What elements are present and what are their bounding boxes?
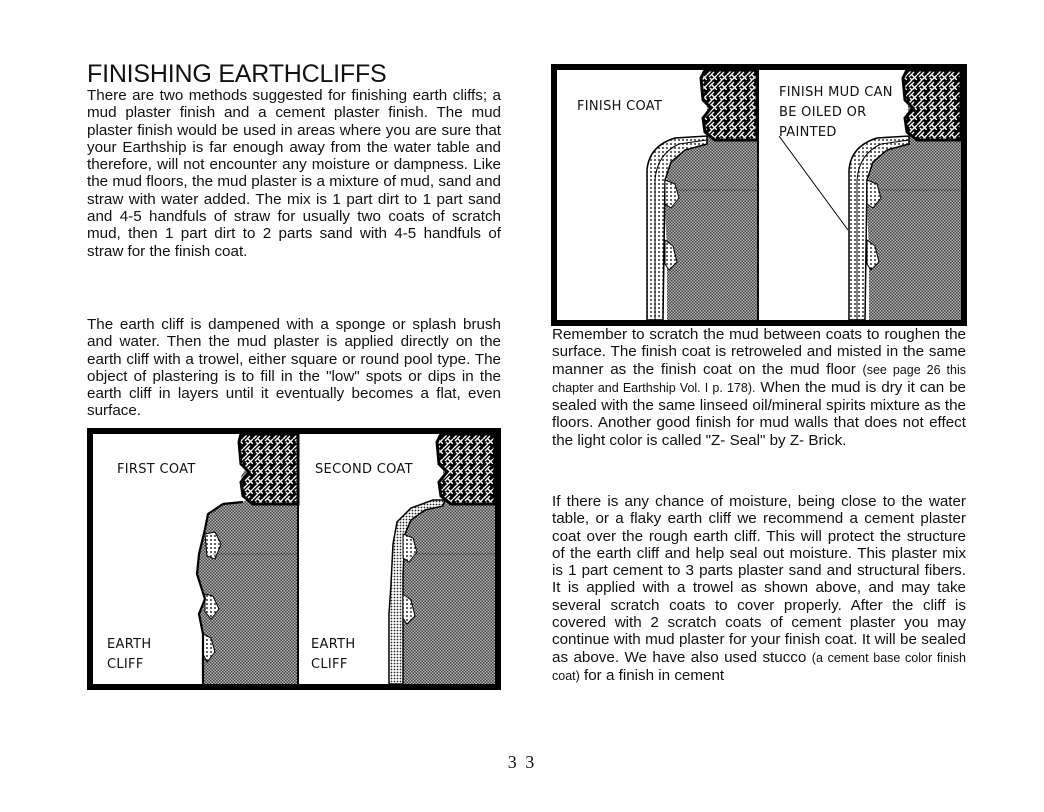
finish-mud-line3: PAINTED [779, 125, 837, 140]
stucco-note: (a cement base color finish coat) [552, 650, 966, 683]
scratch-paragraph [552, 326, 966, 449]
scratch-text-b: When the mud is dry it can be sealed with the same linseed oil/mineral spirits mixture as the floors. Another good finish for mud walls that does not effect the light color is called "Z- Seal" by Z- Brick. [552, 378, 966, 449]
intro-paragraph: There are two methods suggested for finishing earth cliffs; a mud plaster finish and a cement plaster finish. The mud plaster finish would be used in areas where you are sure that your Earthship is far enough away from the water table and therefore, will not encounter any moisture or dampness. Like the mud floors, the mud plaster is a mixture of mud, sand and straw with water added. The mix is 1 part dirt to 1 part sand and 4-5 handfuls of straw for usually two coats of scratch mud, then 1 part dirt to 2 parts sand with 4-5 handfuls of straw for the finish coat. [87, 87, 501, 260]
second-earth-label: EARTH [311, 637, 356, 652]
panel-finish-coat [577, 70, 757, 320]
application-paragraph: The earth cliff is dampened with a sponge or splash brush and water. Then the mud plaster is applied directly on the earth cliff with a trowel, either square or round pool type. The object of plastering is to fill in the "low" spots or dips in the earth cliff in layers until it eventually becomes a flat, even surface. [87, 316, 501, 420]
second-cliff-label: CLIFF [311, 657, 348, 672]
first-cliff-label: CLIFF [107, 657, 144, 672]
page-number: 3 3 [507, 752, 537, 772]
page-title: FINISHING EARTHCLIFFS [87, 60, 387, 88]
first-earth-label: EARTH [107, 637, 152, 652]
page-reference: (see page 26 this chapter and Earthship Vol. I p. 178). [552, 362, 966, 395]
cement-text-b: for a finish in cement [579, 666, 725, 684]
figure-first-second-coat [87, 428, 501, 690]
scratch-text-a: Remember to scratch the mud between coats to roughen the surface. The finish coat is retroweled and misted in the same manner as the finish coat on the mud floor [552, 326, 966, 378]
leader-line [779, 136, 848, 230]
second-coat-label: SECOND COAT [315, 462, 413, 477]
first-coat-label: FIRST COAT [117, 462, 196, 477]
panel-finish-mud [779, 70, 961, 320]
panel-second-coat [311, 434, 495, 684]
cement-paragraph [552, 493, 966, 685]
finish-coat-label: FINISH COAT [577, 99, 663, 114]
finish-mud-line2: BE OILED OR [779, 105, 867, 120]
cement-text-a: If there is any chance of moisture, being close to the water table, or a flaky earth cliff we recommend a cement plaster coat over the rough earth cliff. This will protect the structure of the earth cliff and help seal out moisture. This plaster mix is 1 part cement to 3 parts plaster sand and structural fibers. It is applied with a trowel as shown above, and may take several scratch coats to cover properly. After the cliff is covered with 2 scratch coats of cement plaster you may continue with mud plaster for your finish coat. It will be sealed as above. We have also used stucco [552, 493, 966, 666]
finish-mud-line1: FINISH MUD CAN [779, 85, 893, 100]
panel-first-coat [107, 434, 298, 684]
figure-finish-coat [551, 64, 967, 326]
